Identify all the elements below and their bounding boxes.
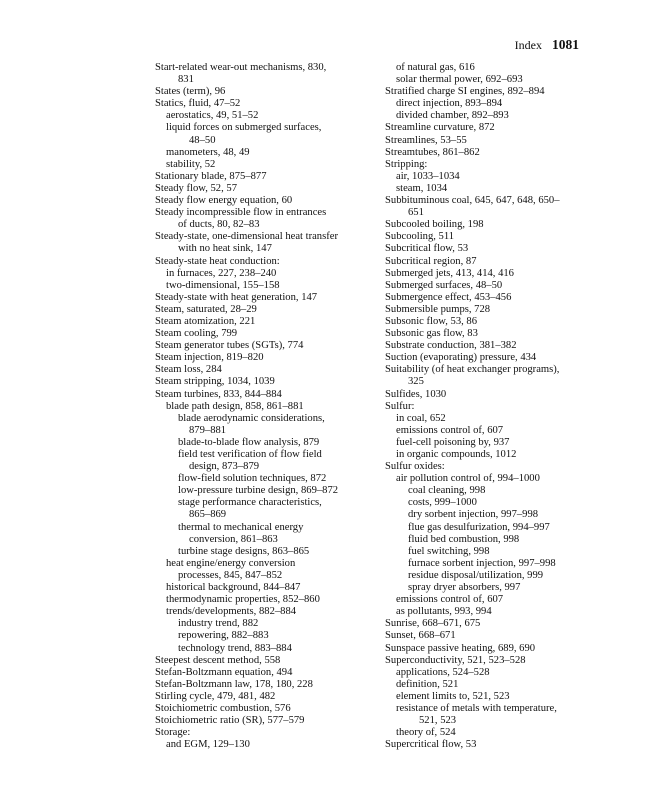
- index-entry: Steepest descent method, 558: [155, 654, 281, 666]
- index-entry: with no heat sink, 147: [178, 243, 272, 255]
- index-entry: Stefan-Boltzmann equation, 494: [155, 666, 293, 678]
- index-entry: flue gas desulfurization, 994–997: [408, 521, 550, 533]
- index-entry: field test verification of flow field: [178, 449, 322, 460]
- index-entry: furnace sorbent injection, 997–998: [408, 557, 556, 569]
- index-entry: dry sorbent injection, 997–998: [408, 509, 539, 521]
- index-entry: flow-field solution techniques, 872: [178, 473, 327, 485]
- index-entry: 651: [408, 207, 424, 219]
- index-entry: Steam loss, 284: [155, 364, 222, 376]
- index-entry: Stratified charge SI engines, 892–894: [385, 86, 545, 98]
- index-entry: fuel switching, 998: [408, 545, 490, 557]
- index-entry: manometers, 48, 49: [166, 146, 250, 158]
- index-entry: Steady-state, one-dimensional heat transfer: [155, 231, 338, 243]
- page-number: 1081: [552, 37, 579, 52]
- index-entry: Submergence effect, 453–456: [385, 291, 512, 303]
- index-entry: fluid bed combustion, 998: [408, 533, 520, 545]
- index-entry: steam, 1034: [396, 182, 448, 194]
- index-column-right: [385, 62, 610, 751]
- index-entry: 879–881: [189, 424, 227, 436]
- index-entry: Streamline curvature, 872: [385, 122, 495, 134]
- index-entry: thermal to mechanical energy: [178, 521, 304, 533]
- index-entry: Submersible pumps, 728: [385, 303, 491, 315]
- index-entry: States (term), 96: [155, 86, 226, 98]
- index-entry: Steam atomization, 221: [155, 315, 256, 327]
- index-entry: Subcooled boiling, 198: [385, 219, 484, 231]
- index-entry: emissions control of, 607: [396, 424, 504, 436]
- index-entry: direct injection, 893–894: [396, 98, 503, 110]
- index-entry: of ducts, 80, 82–83: [178, 219, 260, 231]
- index-entry: as pollutants, 993, 994: [396, 606, 492, 618]
- index-entry: Steam, saturated, 28–29: [155, 303, 257, 315]
- index-entry: Steady-state with heat generation, 147: [155, 291, 318, 303]
- index-entry: 831: [178, 74, 194, 86]
- index-entry: element limits to, 521, 523: [396, 690, 510, 702]
- index-entry: solar thermal power, 692–693: [396, 74, 523, 86]
- index-entry: Submerged surfaces, 48–50: [385, 279, 503, 291]
- index-entry: design, 873–879: [189, 461, 260, 473]
- index-entry: conversion, 861–863: [189, 533, 278, 545]
- index-entry: emissions control of, 607: [396, 594, 504, 606]
- index-entry: in furnaces, 227, 238–240: [166, 267, 277, 279]
- index-entry: Stoichiometric combustion, 576: [155, 702, 291, 714]
- index-entry: turbine stage designs, 863–865: [178, 545, 310, 557]
- index-entry: Start-related wear-out mechanisms, 830,: [155, 62, 327, 73]
- index-column-left: [155, 62, 377, 751]
- index-entry: Supercritical flow, 53: [385, 739, 477, 751]
- index-entry: Steam cooling, 799: [155, 328, 238, 340]
- index-entry: low-pressure turbine design, 869–872: [178, 485, 339, 497]
- index-entry: 325: [408, 376, 424, 388]
- index-entry: liquid forces on submerged surfaces,: [166, 122, 322, 134]
- index-entry: Steady-state heat conduction:: [155, 255, 280, 267]
- index-entry: aerostatics, 49, 51–52: [166, 110, 259, 122]
- index-entry: heat engine/energy conversion: [166, 557, 296, 569]
- index-entry: Steady flow, 52, 57: [155, 182, 237, 194]
- index-entry: 865–869: [189, 509, 227, 521]
- index-entry: Suction (evaporating) pressure, 434: [385, 352, 537, 364]
- index-entry: Subcritical region, 87: [385, 255, 477, 267]
- index-entry: Sunspace passive heating, 689, 690: [385, 642, 536, 654]
- index-entry: spray dryer absorbers, 997: [408, 582, 521, 594]
- index-entry: technology trend, 883–884: [178, 642, 292, 654]
- index-entry: theory of, 524: [396, 727, 456, 739]
- index-entry: Stirling cycle, 479, 481, 482: [155, 690, 276, 702]
- index-entry: Steam turbines, 833, 844–884: [155, 388, 282, 400]
- index-entry: Substrate conduction, 381–382: [385, 340, 517, 352]
- index-entry: fuel-cell poisoning by, 937: [396, 436, 510, 448]
- index-entry: thermodynamic properties, 852–860: [166, 594, 320, 606]
- index-entry: processes, 845, 847–852: [178, 569, 283, 581]
- index-entry: Streamlines, 53–55: [385, 134, 467, 146]
- index-entry: costs, 999–1000: [408, 497, 477, 509]
- index-entry: Stationary blade, 875–877: [155, 170, 267, 182]
- index-entry: Steam stripping, 1034, 1039: [155, 376, 275, 388]
- index-entry: Subbituminous coal, 645, 647, 648, 650–: [385, 195, 560, 207]
- index-entry: Sulfur:: [385, 400, 415, 412]
- index-entry: Subsonic gas flow, 83: [385, 328, 478, 340]
- running-head-label: Index: [514, 38, 542, 52]
- index-entry: 48–50: [189, 134, 216, 146]
- index-entry: air pollution control of, 994–1000: [396, 473, 540, 485]
- index-entry: 521, 523: [419, 715, 457, 727]
- index-entry: residue disposal/utilization, 999: [408, 569, 544, 581]
- index-entry: Sunset, 668–671: [385, 630, 456, 642]
- index-entry: two-dimensional, 155–158: [166, 279, 280, 291]
- index-entry: definition, 521: [396, 678, 459, 690]
- index-entry: stability, 52: [166, 158, 216, 170]
- index-entry: Streamtubes, 861–862: [385, 146, 480, 158]
- index-entry: coal cleaning, 998: [408, 485, 486, 497]
- index-entry: Sulfur oxides:: [385, 461, 445, 473]
- index-entry: air, 1033–1034: [396, 170, 460, 182]
- index-entry: Suitability (of heat exchanger programs),: [385, 364, 560, 376]
- index-entry: divided chamber, 892–893: [396, 110, 509, 122]
- index-entry: Subsonic flow, 53, 86: [385, 315, 478, 327]
- index-entry: Submerged jets, 413, 414, 416: [385, 267, 514, 279]
- index-entry: Sunrise, 668–671, 675: [385, 618, 481, 630]
- index-entry: historical background, 844–847: [166, 582, 301, 594]
- index-entry: in organic compounds, 1012: [396, 449, 517, 460]
- index-entry: repowering, 882–883: [178, 630, 269, 642]
- index-entry: trends/developments, 882–884: [166, 606, 297, 618]
- index-entry: in coal, 652: [396, 412, 446, 424]
- index-entry: Storage:: [155, 727, 191, 739]
- index-entry: Stoichiometric ratio (SR), 577–579: [155, 715, 305, 727]
- index-entry: Subcooling, 511: [385, 231, 455, 243]
- index-entry: Subcritical flow, 53: [385, 243, 469, 255]
- index-entry: industry trend, 882: [178, 618, 259, 630]
- index-entry: Steam generator tubes (SGTs), 774: [155, 340, 304, 352]
- page-header: [515, 36, 579, 54]
- index-entry: applications, 524–528: [396, 666, 490, 678]
- index-entry: blade aerodynamic considerations,: [178, 412, 325, 424]
- index-entry: stage performance characteristics,: [178, 497, 322, 509]
- index-entry: Steam injection, 819–820: [155, 352, 264, 364]
- index-entry: of natural gas, 616: [396, 62, 475, 73]
- index-entry: blade-to-blade flow analysis, 879: [178, 436, 320, 448]
- index-entry: Steady flow energy equation, 60: [155, 195, 293, 207]
- index-entry: Sulfides, 1030: [385, 388, 447, 400]
- index-entry: blade path design, 858, 861–881: [166, 400, 304, 412]
- index-entry: and EGM, 129–130: [166, 739, 250, 751]
- index-entry: resistance of metals with temperature,: [396, 702, 557, 714]
- index-entry: Statics, fluid, 47–52: [155, 98, 241, 110]
- index-entry: Superconductivity, 521, 523–528: [385, 654, 526, 666]
- index-entry: Stefan-Boltzmann law, 178, 180, 228: [155, 678, 313, 690]
- index-entry: Steady incompressible flow in entrances: [155, 207, 327, 219]
- index-entry: Stripping:: [385, 158, 428, 170]
